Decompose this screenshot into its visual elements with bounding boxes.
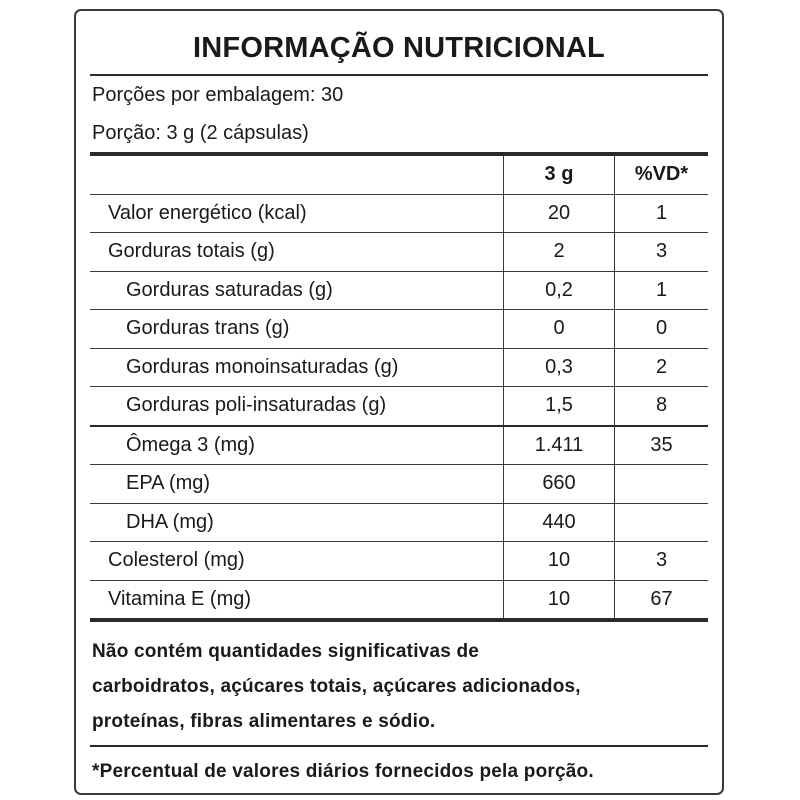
table-row [90,580,708,618]
table-header-row [90,156,708,194]
nutrient-name: Ômega 3 (mg) [90,426,504,465]
table-row [90,194,708,233]
note-line: carboidratos, açúcares totais, açúcares adicionados, [92,676,581,697]
note-line: proteínas, fibras alimentares e sódio. [92,711,436,732]
nutrient-value: 0,2 [504,271,615,310]
table-row [90,542,708,581]
nutrient-daily-value: 2 [615,348,709,387]
nutrient-name: Colesterol (mg) [90,542,504,581]
nutrient-daily-value: 67 [615,580,709,618]
label-title: INFORMAÇÃO NUTRICIONAL [193,32,605,64]
nutrient-name: Gorduras monoinsaturadas (g) [90,348,504,387]
nutrient-name: Gorduras totais (g) [90,233,504,272]
nutrient-value: 20 [504,194,615,233]
table-row [90,387,708,426]
portion-size: Porção: 3 g (2 cápsulas) [92,122,309,144]
header-portion: 3 g [504,156,615,194]
nutrient-name: Gorduras trans (g) [90,310,504,349]
header-daily-value: %VD* [615,156,709,194]
nutrient-name: Vitamina E (mg) [108,587,252,610]
table-row [90,503,708,542]
table-row [90,348,708,387]
nutrition-label [74,9,724,795]
nutrient-daily-value: 1 [615,271,709,310]
nutrient-value: 1.411 [504,426,615,465]
nutrition-table [90,156,708,618]
nutrient-daily-value: 35 [615,426,709,465]
nutrient-name: EPA (mg) [90,465,504,504]
nutrient-value: 440 [504,503,615,542]
nutrient-value: 660 [504,465,615,504]
nutrient-name: Gorduras poli-insaturadas (g) [90,387,504,426]
daily-value-footnote: *Percentual de valores diários fornecidos pela porção. [92,761,594,782]
nutrient-name: Gorduras saturadas (g) [90,271,504,310]
nutrient-value: 0 [504,310,615,349]
table-row [90,233,708,272]
nutrient-daily-value: 1 [615,194,709,233]
nutrient-daily-value [615,465,709,504]
table-row [90,426,708,465]
nutrient-name: Valor energético (kcal) [90,194,504,233]
nutrient-daily-value: 8 [615,387,709,426]
table-row [90,271,708,310]
nutrient-daily-value: 3 [615,542,709,581]
header-blank [90,156,504,194]
nutrient-value: 10 [504,542,615,581]
table-row [90,465,708,504]
nutrient-daily-value [615,503,709,542]
nutrient-value: 1,5 [504,387,615,426]
servings-per-package: Porções por embalagem: 30 [92,84,344,106]
note-line: Não contém quantidades significativas de [92,641,480,662]
not-significant-note [90,622,708,745]
nutrient-value: 10 [504,580,615,618]
nutrient-name: DHA (mg) [90,503,504,542]
table-row [90,310,708,349]
nutrient-daily-value: 0 [615,310,709,349]
nutrient-value: 0,3 [504,348,615,387]
nutrient-value: 2 [504,233,615,272]
nutrient-daily-value: 3 [615,233,709,272]
